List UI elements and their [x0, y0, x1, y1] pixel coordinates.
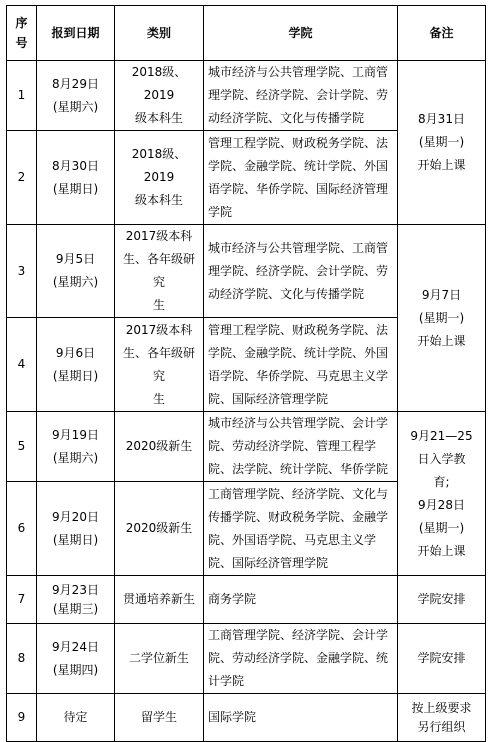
table-row: [7, 694, 486, 742]
header-type: 类别: [115, 6, 204, 61]
college-list: 城市经济与公共管理学院、会计学 院、劳动经济学院、管理工程学 院、法学院、统计学院、华侨学院: [204, 412, 398, 482]
report-date: 8月29日 (星期六): [37, 61, 115, 131]
report-date: 9月20日 (星期日): [37, 482, 115, 576]
note-cell: 按上级要求 另行组织: [398, 694, 486, 742]
row-number: 8: [7, 624, 37, 694]
schedule-table: [6, 5, 486, 742]
student-type: 2017级本科 生、各年级研究 生: [115, 225, 204, 318]
college-list: 管理工程学院、财政税务学院、法 学院、金融学院、统计学院、外国 语学院、华侨学院、国际经济管理 学院: [204, 131, 398, 225]
student-type: 2018级、2019 级本科生: [115, 61, 204, 131]
header-no: 序 号: [7, 6, 37, 61]
report-date: 9月6日 (星期日): [37, 318, 115, 412]
row-number: 6: [7, 482, 37, 576]
report-date: 待定: [37, 694, 115, 742]
student-type: 贯通培养新生: [115, 576, 204, 624]
table-row: [7, 576, 486, 624]
header-notes: 备注: [398, 6, 486, 61]
college-list: 国际学院: [204, 694, 398, 742]
row-number: 1: [7, 61, 37, 131]
note-cell: 8月31日 (星期一) 开始上课: [398, 61, 486, 225]
report-date: 9月5日 (星期六): [37, 225, 115, 318]
college-list: 城市经济与公共管理学院、工商管 理学院、经济学院、会计学院、劳 动经济学院、文化与传播学院: [204, 225, 398, 318]
college-list: 城市经济与公共管理学院、工商管 理学院、经济学院、会计学院、劳 动经济学院、文化与传播学院: [204, 61, 398, 131]
college-list: 工商管理学院、经济学院、会计学 院、劳动经济学院、金融学院、统 计学院: [204, 624, 398, 694]
note-cell: 学院安排: [398, 576, 486, 624]
college-list: 商务学院: [204, 576, 398, 624]
student-type: 2017级本科 生、各年级研究 生: [115, 318, 204, 412]
header-row: [7, 6, 486, 61]
row-number: 4: [7, 318, 37, 412]
row-number: 2: [7, 131, 37, 225]
row-number: 9: [7, 694, 37, 742]
row-number: 5: [7, 412, 37, 482]
college-list: 工商管理学院、经济学院、文化与 传播学院、财政税务学院、金融学 院、外国语学院、马克思主义学 院、国际经济管理学院: [204, 482, 398, 576]
row-number: 3: [7, 225, 37, 318]
report-date: 8月30日 (星期日): [37, 131, 115, 225]
report-date: 9月23日 (星期三): [37, 576, 115, 624]
row-number: 7: [7, 576, 37, 624]
table-row: [7, 624, 486, 694]
student-type: 2020级新生: [115, 412, 204, 482]
report-date: 9月24日 (星期四): [37, 624, 115, 694]
student-type: 留学生: [115, 694, 204, 742]
student-type: 2020级新生: [115, 482, 204, 576]
table-row: [7, 412, 486, 482]
student-type: 二学位新生: [115, 624, 204, 694]
header-date: 报到日期: [37, 6, 115, 61]
report-date: 9月19日 (星期六): [37, 412, 115, 482]
note-cell: 9月7日 (星期一) 开始上课: [398, 225, 486, 412]
note-cell: 学院安排: [398, 624, 486, 694]
student-type: 2018级、2019 级本科生: [115, 131, 204, 225]
note-cell: 9月21—25 日入学教 育; 9月28日 (星期一) 开始上课: [398, 412, 486, 576]
table-row: [7, 61, 486, 131]
table-row: [7, 225, 486, 318]
college-list: 管理工程学院、财政税务学院、法 学院、金融学院、统计学院、外国 语学院、华侨学院、马克思主义学 院、国际经济管理学院: [204, 318, 398, 412]
header-college: 学院: [204, 6, 398, 61]
